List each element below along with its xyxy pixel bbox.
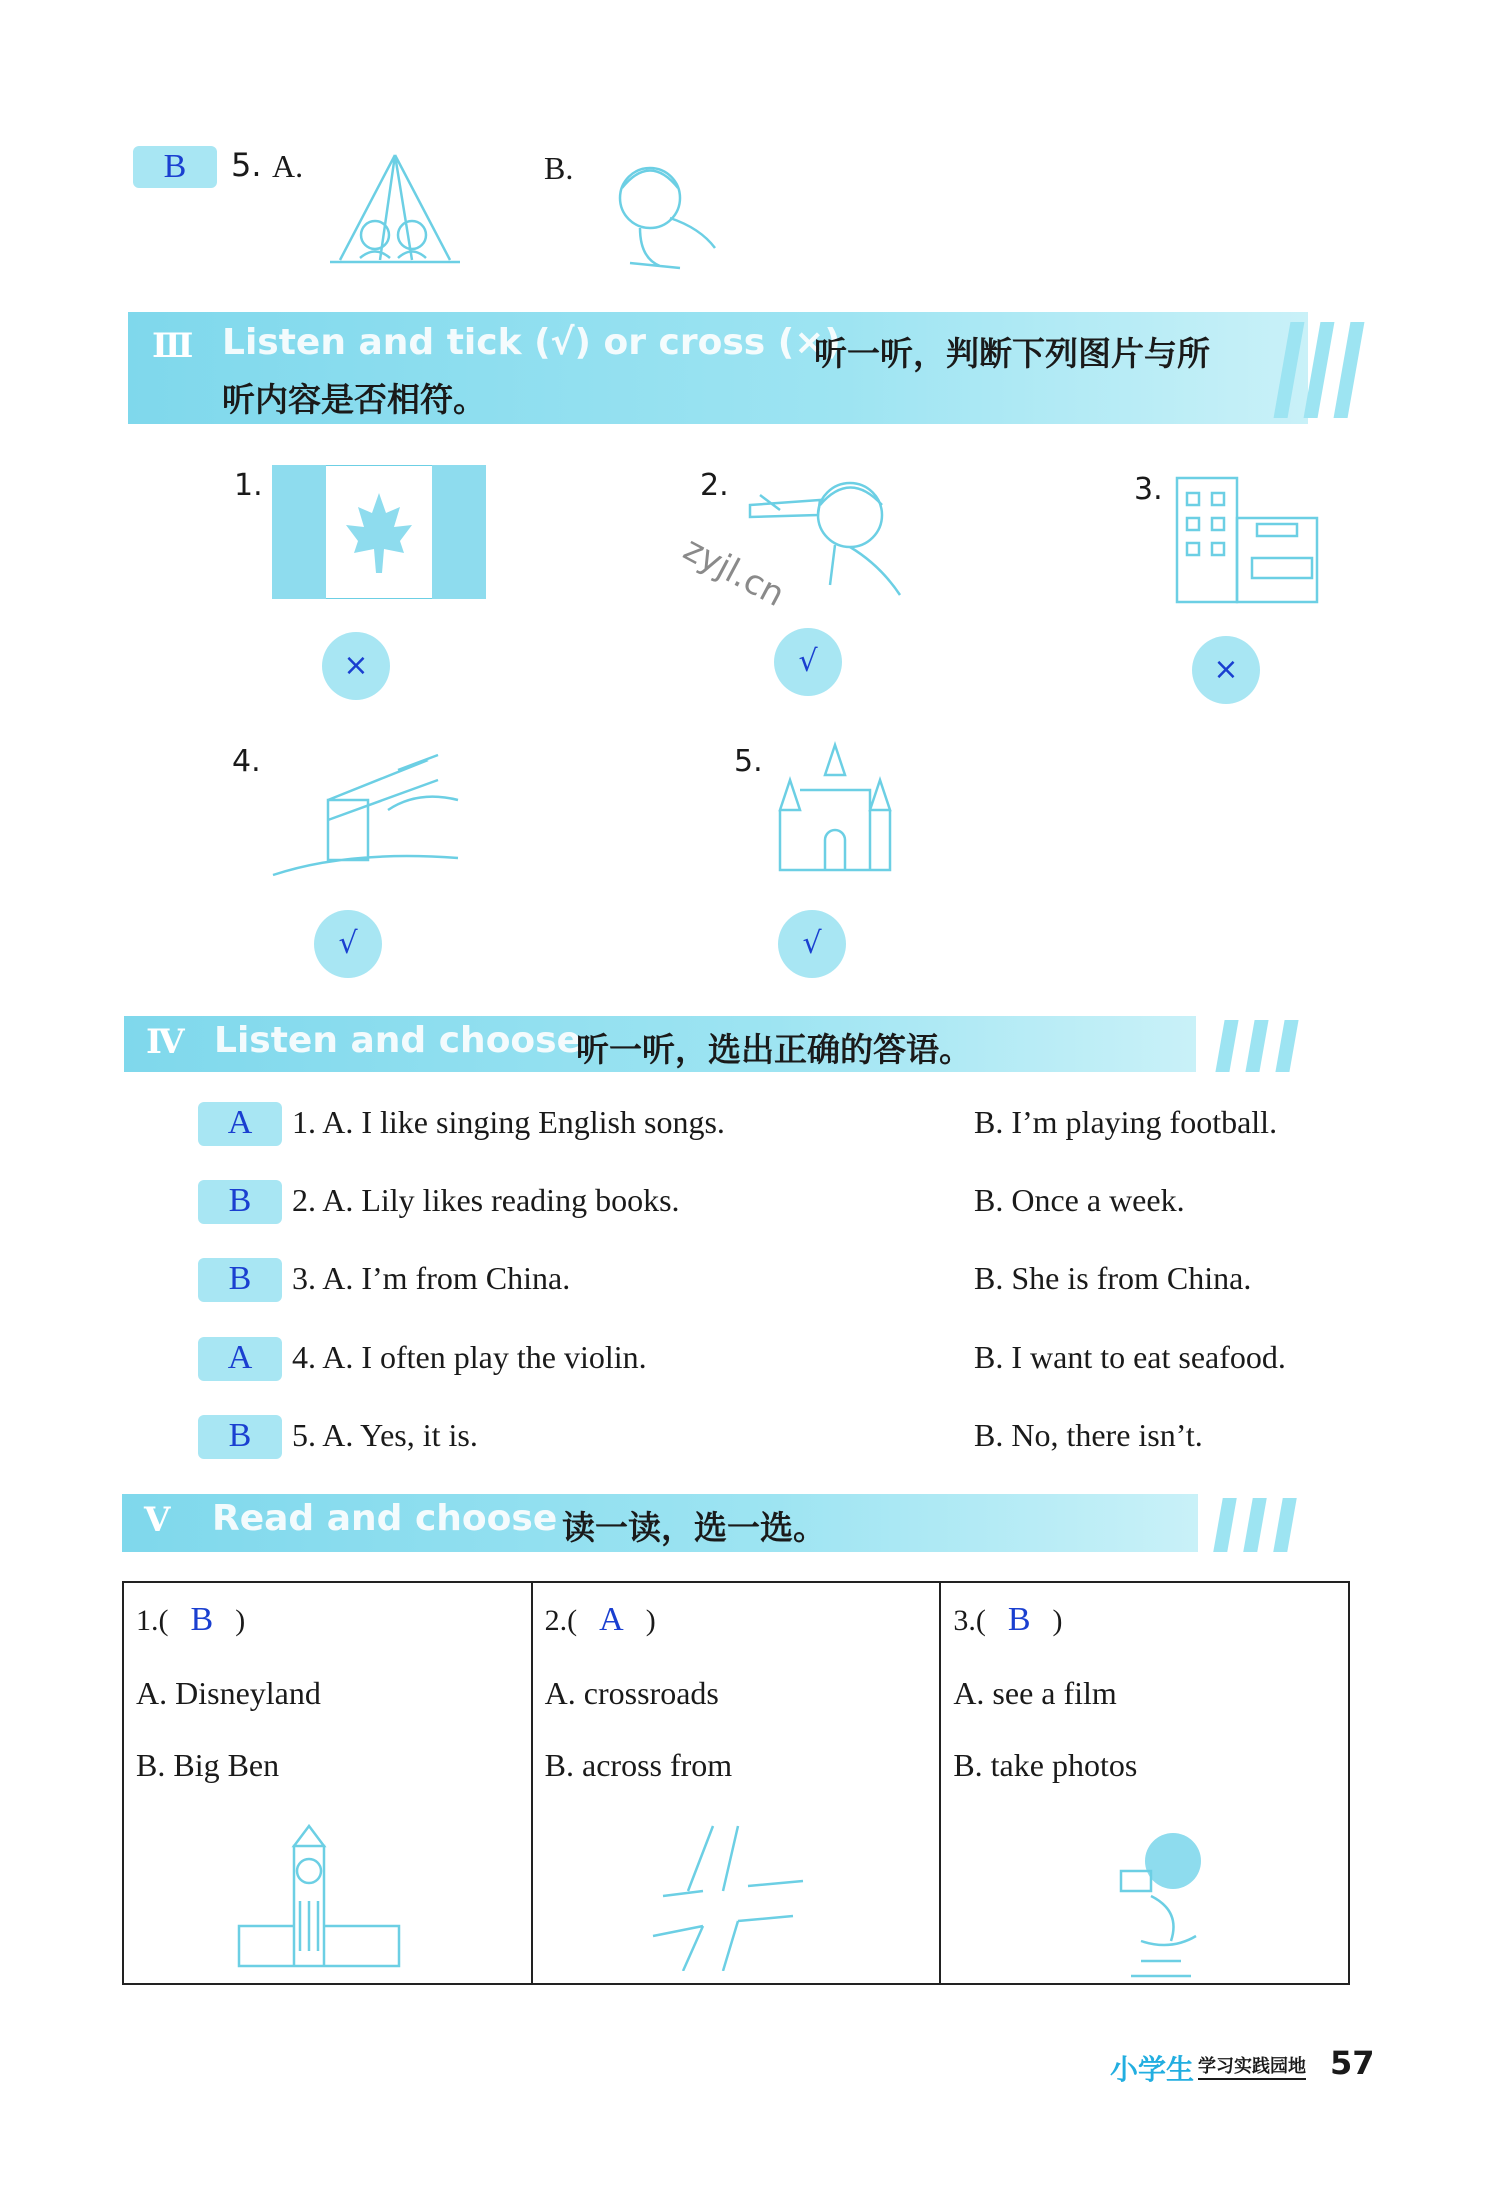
banner-stripe [1245,1020,1268,1072]
tent-children-picture [320,150,470,270]
section-3-title-cn-2: 听内容是否相符。 [222,380,486,419]
option-b-label: B. [544,150,574,186]
item-2-number: 2. [700,468,729,503]
section-5-title-cn: 读一读，选一选。 [562,1508,826,1547]
boy-taking-photo-picture [1111,1821,1221,1981]
canada-flag-picture [272,465,486,599]
item-1-number: 1. [234,468,263,503]
cell-option-a: A. crossroads [544,1675,719,1711]
answer-chip: A [198,1102,282,1146]
banner-stripe [1213,1498,1237,1552]
cell-option-a: A. see a film [953,1675,1117,1711]
section-4-title-en: Listen and choose [214,1020,581,1061]
answer-mark-5: √ [778,910,846,978]
option-a-label: A. [272,148,304,184]
cell-option-b: B. across from [544,1747,733,1783]
answer-mark-4: √ [314,910,382,978]
question-option-b: B. Once a week. [974,1182,1185,1218]
banner-stripe [1273,1498,1297,1552]
question-option-b: B. No, there isn’t. [974,1417,1203,1453]
question-option-b: B. She is from China. [974,1260,1252,1296]
banner-stripe [1243,1498,1267,1552]
section-5-roman: Ⅴ [144,1500,171,1540]
banner-stripe [1334,322,1365,418]
cell-number: 2.( A ) [544,1601,656,1638]
skating-child-picture [600,148,730,278]
big-ben-picture [234,1821,404,1971]
answer-mark-2: √ [774,628,842,696]
cell-number: 3.( B ) [953,1601,1063,1638]
castle-picture [770,740,900,876]
section-5-title-en: Read and choose [212,1498,558,1539]
answer-chip: B [198,1258,282,1302]
cell-number: 1.( B ) [136,1601,246,1638]
question-option-a: 1. A. I like singing English songs. [292,1104,725,1140]
question-option-b: B. I’m playing football. [974,1104,1278,1140]
banner-stripe [1215,1020,1238,1072]
cell-option-a: A. Disneyland [136,1675,321,1711]
section-4-roman: Ⅳ [146,1022,185,1062]
footer-brand: 小学生 [1110,2053,1195,2086]
banner-stripe [1304,322,1335,418]
crossroads-picture [643,1821,813,1971]
answer-chip: A [198,1337,282,1381]
read-cell-1 [123,1582,532,1984]
banner-stripe [1275,1020,1298,1072]
great-wall-picture [268,740,468,880]
cell-answer: B [1007,1601,1031,1638]
cell-option-b: B. take photos [953,1747,1138,1783]
section-3-title-cn: 听一听，判断下列图片与所 [814,334,1210,373]
section-5-banner [122,1494,1198,1552]
cell-answer: A [599,1601,624,1638]
item-3-number: 3. [1134,472,1163,507]
read-cell-2 [532,1582,941,1984]
question-option-a: 5. A. Yes, it is. [292,1417,478,1453]
section-4-banner [124,1016,1196,1072]
section-4-title-cn: 听一听，选出正确的答语。 [576,1030,972,1069]
cell-answer: B [190,1601,214,1638]
post-office-picture [1172,468,1322,604]
item-4-number: 4. [232,744,261,779]
watermark: zyjl.cn [676,529,791,615]
question-option-a: 3. A. I’m from China. [292,1260,571,1296]
answer-chip: B [198,1180,282,1224]
question-option-a: 4. A. I often play the violin. [292,1339,647,1375]
answer-mark-1: × [322,632,390,700]
section-3-roman: Ⅲ [152,326,194,366]
item-number: 5. [231,146,262,184]
answer-chip: B [198,1415,282,1459]
section-3-banner [128,312,1308,424]
read-cell-3 [940,1582,1349,1984]
section-3-title-en: Listen and tick (√) or cross (×) [222,322,841,363]
cell-option-b: B. Big Ben [136,1747,280,1783]
answer-mark-3: × [1192,636,1260,704]
question-option-b: B. I want to eat seafood. [974,1339,1286,1375]
answer-chip: B [133,146,217,188]
question-option-a: 2. A. Lily likes reading books. [292,1182,680,1218]
read-and-choose-table [122,1581,1350,1985]
item-5-number: 5. [734,744,763,779]
footer-subtitle: 学习实践园地 [1198,2052,1306,2080]
page-number: 57 [1330,2044,1375,2082]
